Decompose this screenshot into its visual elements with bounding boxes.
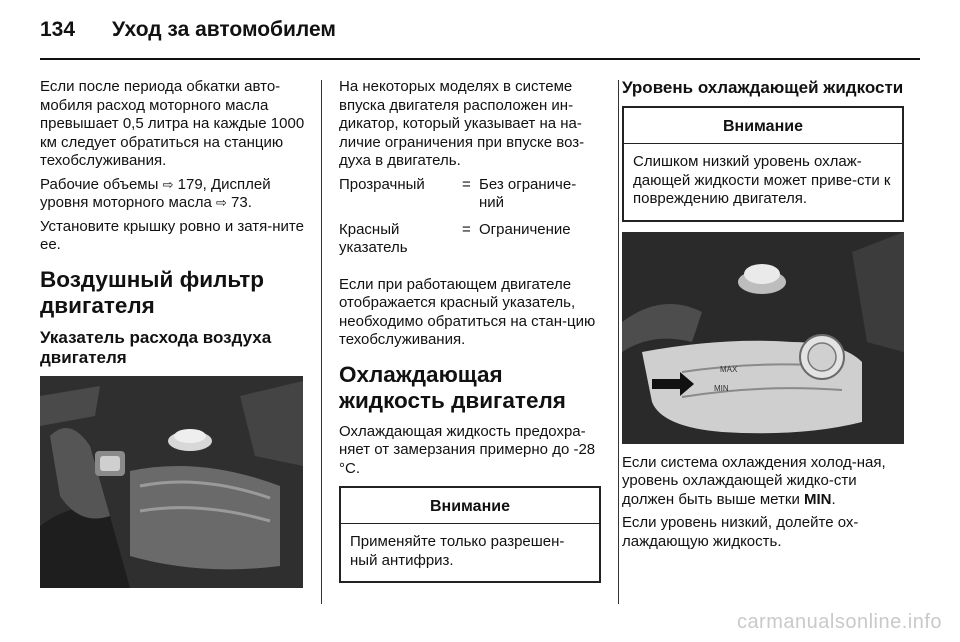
coolant-reservoir-photo [622, 232, 904, 444]
header-rule [40, 58, 920, 60]
coolant-level-text [622, 454, 904, 510]
page-ref-arrow-icon[interactable]: ⇨ [162, 176, 174, 192]
coolant-level-text-body: Если система охлаждения холод-ная, уровень охлаждающей жидко-сти должен быть выше метки [622, 453, 886, 508]
warning-title: Внимание [624, 108, 902, 144]
watermark: carmanualsonline.info [736, 611, 942, 633]
legend-key: Красный указатель [339, 220, 408, 256]
coolant-warning-box [622, 106, 904, 222]
oil-volumes-text [40, 176, 306, 213]
warning-body: Применяйте только разрешен-ный антифриз. [350, 533, 565, 569]
cap-install-text: Установите крышку ровно и затя-ните ее. [40, 217, 304, 253]
max-mark-label: MAX [720, 364, 738, 374]
coolant-level-heading: Уровень охлаждающей жидкости [622, 78, 904, 97]
antifreeze-warning-box [339, 486, 601, 583]
coolant-level-text-end: . [831, 490, 836, 508]
column-1 [40, 78, 306, 588]
page-ref-179[interactable]: 179, Дисплей уровня моторного масла [40, 175, 271, 211]
page-header [40, 18, 336, 48]
engine-air-indicator-photo [40, 376, 303, 588]
legend-value: Без ограниче-ний [479, 175, 577, 211]
min-mark-label: MIN [714, 383, 729, 393]
air-flow-indicator-heading: Указатель расхода воздуха двигателя [40, 327, 272, 367]
oil-consumption-text: Если после периода обкатки авто-мобиля расход моторного масла превышает 0,5 литра на каждые 1000 км следует обратиться на станцию техобслуживания. [40, 78, 305, 169]
warning-title: Внимание [341, 488, 599, 524]
intake-indicator-text: На некоторых моделях в системе впуска двигателя расположен ин-дикатор, который указывает на на-личие ограничения при впуске воз-духа в двигатель. [339, 78, 585, 169]
top-up-text: Если уровень низкий, долейте ох-лаждающую жидкость. [622, 514, 859, 550]
legend-value: Ограничение [479, 220, 571, 238]
red-indicator-text: Если при работающем двигателе отображается красный указатель, необходимо обратиться на стан-цию техобслуживания. [339, 275, 596, 348]
column-3 [622, 78, 904, 556]
column-divider-1 [321, 80, 322, 604]
legend-equals: = [462, 175, 471, 193]
air-filter-heading: Воздушный фильтр двигателя [40, 266, 265, 318]
legend-equals: = [462, 220, 471, 238]
page-ref-arrow-icon[interactable]: ⇨ [215, 195, 227, 210]
warning-body: Слишком низкий уровень охлаж-дающей жидкости может приве-сти к повреждению двигателя. [633, 153, 891, 207]
page-number: 134 [40, 18, 76, 41]
page-ref-73[interactable]: 73. [226, 194, 252, 211]
indicator-legend [339, 176, 601, 266]
legend-key: Прозрачный [339, 175, 425, 193]
coolant-heading: Охлаждающая жидкость двигателя [339, 361, 566, 413]
legend-row [339, 221, 601, 266]
min-mark-text: MIN [804, 490, 832, 508]
page-title: Уход за автомобилем [112, 18, 336, 41]
column-divider-2 [618, 80, 619, 604]
oil-volumes-label: Рабочие объемы [40, 175, 163, 193]
coolant-protection-text: Охлаждающая жидкость предохра-няет от замерзания примерно до -28 °C. [339, 422, 596, 477]
legend-row [339, 176, 601, 221]
column-2 [339, 78, 601, 593]
